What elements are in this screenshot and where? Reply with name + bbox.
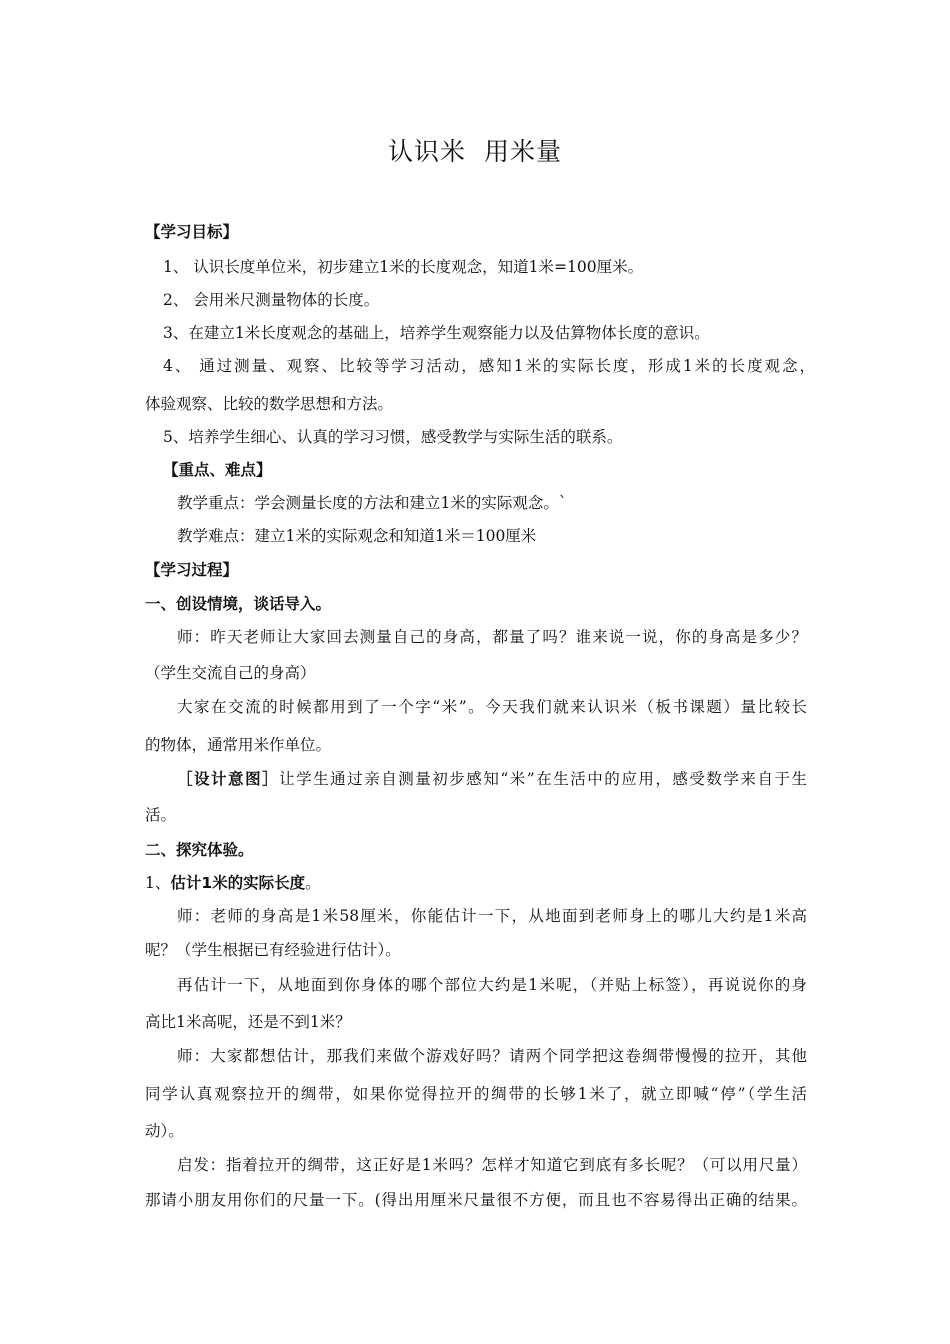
section-heading-process: 【学习过程】 — [145, 561, 239, 579]
paragraph-line: 的物体，通常用米作单位。 — [145, 736, 332, 754]
paragraph-line: 动）。 — [145, 1122, 184, 1140]
paragraph-line: 呢？（学生根据已有经验进行估计）。 — [145, 941, 401, 959]
goal-item-4: 4、 通过测量、观察、比较等学习活动，感知1米的实际长度，形成1米的长度观念， — [163, 357, 815, 375]
paragraph-line: 高比1米高呢，还是不到1米？ — [145, 1013, 351, 1031]
paragraph-line: 师：大家都想估计，那我们来做个游戏好吗？请两个同学把这卷绸带慢慢的拉开，其他 — [177, 1047, 807, 1065]
sub-heading-1 — [145, 873, 321, 893]
paragraph-line: 同学认真观察拉开的绸带，如果你觉得拉开的绸带的长够1米了，就立即喊“停”（学生活 — [145, 1085, 807, 1103]
paragraph-line: （学生交流自己的身高） — [145, 664, 316, 682]
sub-heading-text: 估计1米的实际长度 — [170, 874, 306, 892]
teaching-focus: 教学重点：学会测量长度的方法和建立1米的实际观念。` — [177, 494, 567, 512]
design-intent-label: ［设计意图］ — [177, 770, 280, 788]
goal-item-3: 3、在建立1米长度观念的基础上，培养学生观察能力以及估算物体长度的意识。 — [163, 324, 710, 342]
page-title: 认识米 用米量 — [388, 137, 562, 166]
goal-item-2: 2、 会用米尺测量物体的长度。 — [163, 291, 380, 309]
paragraph-line: 再估计一下，从地面到你身体的哪个部位大约是1米呢，（并贴上标签），再说说你的身 — [177, 976, 807, 994]
design-intent-text: 让学生通过亲自测量初步感知“米”在生活中的应用，感受数学来自于生 — [279, 770, 807, 788]
step-heading-1: 一、创设情境，谈话导入。 — [145, 595, 332, 613]
paragraph-line: 启发：指着拉开的绸带，这正好是1米吗？怎样才知道它到底有多长呢？（可以用尺量） — [177, 1156, 807, 1174]
goal-item-4-cont: 体验观察、比较的数学思想和方法。 — [145, 395, 394, 413]
paragraph-line: 师：昨天老师让大家回去测量自己的身高，都量了吗？谁来说一说，你的身高是多少？ — [177, 628, 807, 646]
paragraph-line: 师：老师的身高是1米58厘米，你能估计一下，从地面到老师身上的哪儿大约是1米高 — [177, 907, 807, 925]
paragraph-line: 那请小朋友用你们的尺量一下。(得出用厘米尺量很不方便，而且也不容易得出正确的结果。 — [145, 1191, 807, 1209]
section-heading-goals: 【学习目标】 — [145, 223, 239, 241]
paragraph-line: 活。 — [145, 806, 177, 824]
design-intent-line — [177, 769, 807, 789]
paragraph-line: 大家在交流的时候都用到了一个字“米”。今天我们就来认识米（板书课题）量比较长 — [177, 698, 807, 716]
goal-item-1: 1、 认识长度单位米，初步建立1米的长度观念，知道1米=100厘米。 — [163, 258, 644, 276]
goal-item-5: 5、培养学生细心、认真的学习习惯，感受教学与实际生活的联系。 — [163, 428, 623, 446]
teaching-difficulty: 教学难点：建立1米的实际观念和知道1米＝100厘米 — [177, 527, 537, 545]
section-heading-key-points: 【重点、难点】 — [163, 461, 272, 479]
step-heading-2: 二、探究体验。 — [145, 841, 254, 859]
sub-heading-tail: 。 — [305, 874, 321, 892]
sub-heading-number: 1、 — [145, 874, 171, 892]
